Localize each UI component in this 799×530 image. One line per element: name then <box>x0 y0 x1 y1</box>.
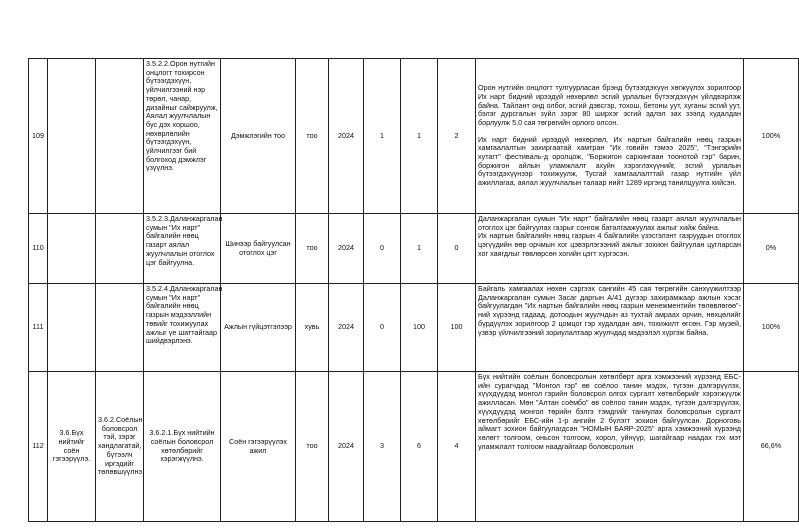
objective-cell <box>96 284 144 372</box>
unit-cell: тоо <box>296 372 329 522</box>
year-cell: 2024 <box>329 214 364 284</box>
report-cell <box>476 59 744 214</box>
percent-cell: 66,6% <box>744 372 799 522</box>
target-cell: 100 <box>401 284 438 372</box>
report-cell <box>476 214 744 284</box>
table-row <box>29 214 799 284</box>
row-number: 110 <box>29 214 48 284</box>
table-row <box>29 59 799 214</box>
actual-cell: 0 <box>438 214 476 284</box>
indicator-cell: Ажлын гүйцэтгэлээр <box>221 284 296 372</box>
report-cell <box>476 284 744 372</box>
report-paragraph: Даланжаргалан сумын "Их нарт" байгалийн нөөц газарт аялал жуулчлалын отоглох цэг байгуулах газрыг сонгож баталгаажуулах ажлыг хийж байна. <box>478 214 741 232</box>
percent-cell: 100% <box>744 284 799 372</box>
report-cell <box>476 372 744 522</box>
baseline-cell: 1 <box>364 59 401 214</box>
percent-cell: 100% <box>744 59 799 214</box>
report-table <box>28 58 799 522</box>
target-cell: 1 <box>401 214 438 284</box>
unit-cell: хувь <box>296 284 329 372</box>
activity-cell: 3.5.2.3.Даланжаргалан сумын "Их нарт" байгалийн нөөц газарт аялал жуулчлалын отоглох цэг байгуулна. <box>144 214 221 284</box>
target-cell: 6 <box>401 372 438 522</box>
row-number: 112 <box>29 372 48 522</box>
objective-cell <box>96 59 144 214</box>
target-cell: 1 <box>401 59 438 214</box>
goal-cell <box>48 214 96 284</box>
report-paragraph: Байгаль хамгаалах нөхөн сэргээх сангийн 45 сая төгрөгийн санхүүжилтээр Даланжаргалан сумын Засаг даргын А/41 дүгээр захирамжаар ажлын хэсэг байгуулагдан "Их нартын байгалийн нөөц газрын менежментийн төлөвлөгөө"-ний хүрээнд гадаад, дотоодын жуулчдын аз тухтай амрааx орчин, нөхцөлийг бүрдүүлэх зорилгоор 2 цомцог гэр худалдан авч, тохижилт өгсөн. Гэр музей, үзвэр үйлчилгээний зориулалтаар жуулчдад мэдээлэл хүргэж байна. <box>478 284 741 337</box>
indicator-cell: Шинээр байгуулсан отоглох цэг <box>221 214 296 284</box>
report-paragraph: Бүх нийтийн соёлын боловсролын хөтөлбөрт арга хэмжээний хүрээнд ЕБС-ийн сурагчдад "Монгол гэр" өв соёлоо танин мэдэх, түгээн дэлгэрүүлэх, хүүхдүүдэд монгол гэрийн боловсрол олгох сургалт хөтөлбөрийг хэрэгжүүлж ажилласан. Мөн "Алтан соёмбо" өв соёлоо танин мэдэх, түгээн дэлгэрүүлэх, хүүхдүүдэд монгол төрийн бэлгэ тэмдгийг таниулах боловсролын сургалт хөтөлбөрийг ЕБС-ийн 1-р ангийн 2 бүлэгт зохион байгуулсан. Дорноговь аймагт зохион байгуулагдсан "НОМЫН БАЯР-2025" арга хэмжээний хүрээнд хөлөгт толгоом, оньсон толгоом, хорол, уйнүүр, шагайгаар наадах гэх мэт уламжлалт толгоом наадгайгаар боловсролын <box>478 372 741 451</box>
baseline-cell: 3 <box>364 372 401 522</box>
year-cell: 2024 <box>329 284 364 372</box>
percent-cell: 0% <box>744 214 799 284</box>
row-number: 111 <box>29 284 48 372</box>
activity-cell: 3.5.2.2.Орон нутгийн онцлогт тохирсон бүтээгдэхүүн, үйлчилгээний нэр төрөл, чанар, дизайныг сайжруулж, Аялал жуулчлалын бус дэх хоршоо, нөхөрлөлийн бүтээгдэхүүн, үйлчилгээг бий болгоход дэмжлэг үзүүлнэ. <box>144 59 221 214</box>
report-paragraph: Орон нутгийн онцлогт тулгуурласан брэнд бүтээгдэхүүн хөгжүүлэх зорилгоор Их нарт бидний ирээдүй нөхөрлөл эсгий урлалын бүтээгдэхүүн үйлдвэрлэж байна. Тайлант онд олбог, эсгий дэвсгэр, тохош, бетоны уут, хуганы эсгий уут, бэлэг дурсгалын зүйл зэрэг 80 ширхэг эсгий эдлэл зах зээлд худалдан борлуулж 5,0 сая төгрөгийн орлого олсон. <box>478 83 741 127</box>
activity-cell: 3.6.2.1.Бүх нийтийн соёлын боловсрол хөтөлбөрийг хэрэгжүүлнэ. <box>144 372 221 522</box>
goal-cell: 3.6.Бүх нийтийг соён гэгээрүүлэ. <box>48 372 96 522</box>
unit-cell: тоо <box>296 59 329 214</box>
indicator-cell: Соён гэгээрүүлэх ажил <box>221 372 296 522</box>
goal-cell <box>48 284 96 372</box>
actual-cell: 2 <box>438 59 476 214</box>
report-paragraph: Их нартын байгалийн нөөц газрын 4 байгалийн үзэсгэлэнт газруудын отоглох цэгүүдийн өөр орчмын хог цэвэрлэгээний ажлыг зохион байгуулан цугларсан хог хаягдлыг төвлөрсөн хогийн цэгт хүргэсэн. <box>478 231 741 258</box>
actual-cell: 100 <box>438 284 476 372</box>
table-row <box>29 372 799 522</box>
baseline-cell: 0 <box>364 214 401 284</box>
unit-cell: тоо <box>296 214 329 284</box>
baseline-cell: 0 <box>364 284 401 372</box>
table-row <box>29 284 799 372</box>
row-number: 109 <box>29 59 48 214</box>
objective-cell <box>96 214 144 284</box>
year-cell: 2024 <box>329 372 364 522</box>
indicator-cell: Дэмжлэгийн тоо <box>221 59 296 214</box>
actual-cell: 4 <box>438 372 476 522</box>
objective-cell: 3.6.2.Соёлын боловсрол тэй, зэрэг хандлагатай, бүтээлч иргэдийг төлөвшүүлнэ. <box>96 372 144 522</box>
year-cell: 2024 <box>329 59 364 214</box>
activity-cell: 3.5.2.4.Даланжаргалан сумын "Их нарт" байгалийн нөөц газрын мэдээллийн төвийг тохижуулах ажлыг үе шаттайгаар шийдвэрлэнэ. <box>144 284 221 372</box>
report-paragraph: Их нарт бидний ирээдүй нөхөрлөл, Их нартын байгалийн нөөц газрын хамгаалалтын захиргаатай хамтран "Их говийн тэмээ 2025", "Тэнгэрийн хутагт" фестиваль-д оролцож, "Боржигон сархингаан тоонотой гэр" барин, боржигон айлын уламжлалт ахуйн хэрэглэхүүнийг, эсгий урлалын бүтээгдэхүүнээр тохижуулж, Тусгай хамгаалалттай газар нутгийн үйл ажиллагаа, аялал жуулчлалын талаар нийт 1289 иргэнд танилцуулга хийсэн. <box>478 134 741 188</box>
goal-cell <box>48 59 96 214</box>
